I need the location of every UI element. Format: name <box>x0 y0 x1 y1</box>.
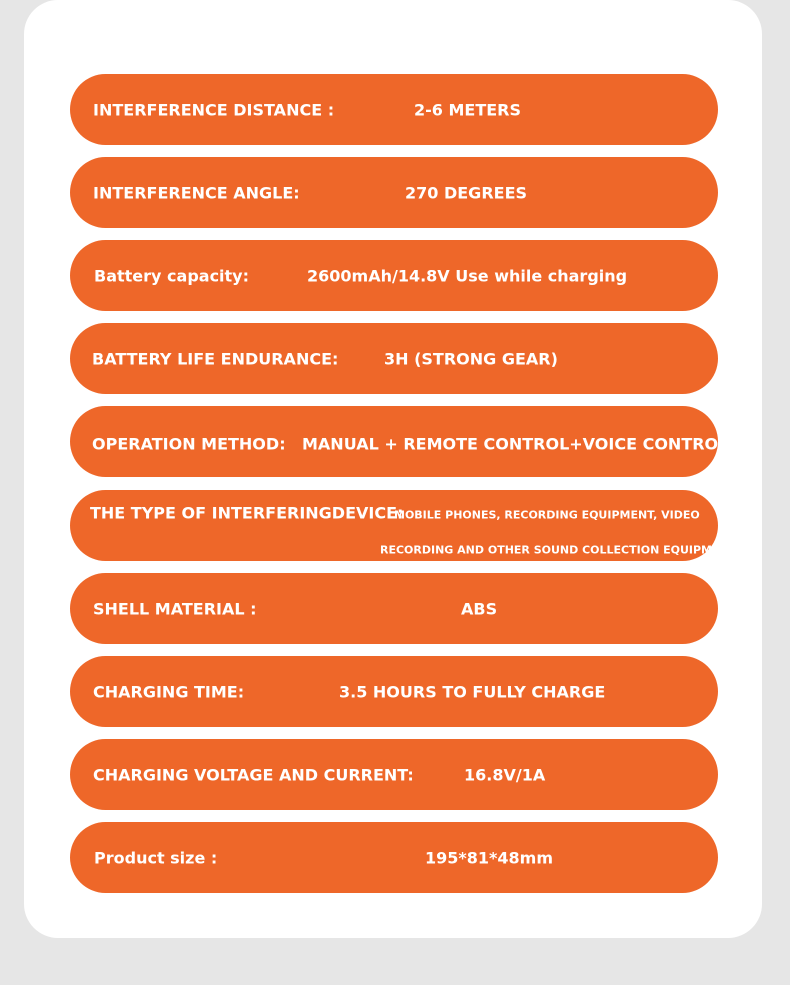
spec-value: 2600mAh/14.8V Use while charging <box>307 266 628 285</box>
spec-label: INTERFERENCE DISTANCE : <box>93 100 335 119</box>
spec-value: 3.5 HOURS TO FULLY CHARGE <box>339 682 606 701</box>
spec-label: SHELL MATERIAL : <box>93 599 257 618</box>
spec-value: 2-6 METERS <box>414 100 522 119</box>
spec-value: 270 DEGREES <box>405 183 528 202</box>
spec-value: 195*81*48mm <box>425 848 554 867</box>
spec-row-charging-time <box>70 656 718 727</box>
spec-value: ABS <box>461 599 498 618</box>
spec-label: OPERATION METHOD: <box>92 434 286 454</box>
spec-value: MANUAL + REMOTE CONTROL+VOICE CONTROL <box>302 434 729 454</box>
spec-label: CHARGING TIME: <box>93 682 245 701</box>
spec-row-interference-angle <box>70 157 718 228</box>
spec-label: Product size : <box>94 848 218 867</box>
spec-label: INTERFERENCE ANGLE: <box>93 183 300 202</box>
spec-row-shell-material <box>70 573 718 644</box>
spec-value: 3H (STRONG GEAR) <box>384 349 558 368</box>
spec-row-battery-capacity <box>70 240 718 311</box>
spec-row-product-size <box>70 822 718 893</box>
spec-row-battery-life <box>70 323 718 394</box>
spec-row-interfering-device <box>70 490 737 561</box>
spec-label: Battery capacity: <box>94 266 250 285</box>
spec-value-line2: RECORDING AND OTHER SOUND COLLECTION EQUIPMENT <box>380 543 737 557</box>
spec-row-interference-distance <box>70 74 718 145</box>
spec-label: CHARGING VOLTAGE AND CURRENT: <box>93 765 414 784</box>
spec-label: THE TYPE OF INTERFERINGDEVICE: <box>90 503 404 523</box>
spec-value: 16.8V/1A <box>464 765 546 784</box>
spec-value-line1: MOBILE PHONES, RECORDING EQUIPMENT, VIDEO <box>394 508 700 522</box>
spec-row-operation-method <box>70 406 729 477</box>
spec-label: BATTERY LIFE ENDURANCE: <box>92 349 339 368</box>
spec-row-charging-voltage <box>70 739 718 810</box>
